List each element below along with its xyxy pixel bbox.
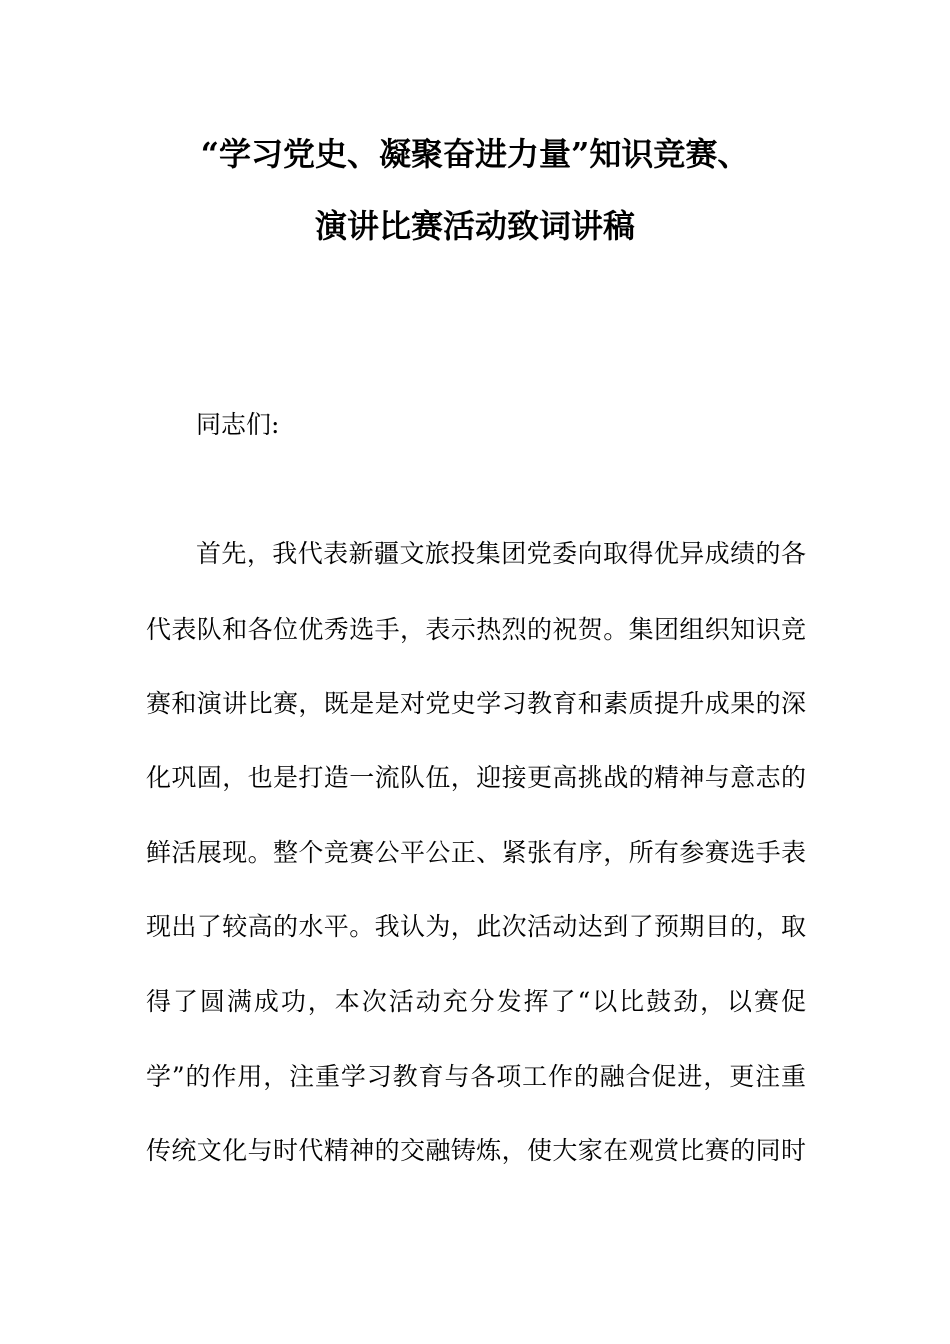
document-title-line-1: “学习党史、凝聚奋进力量”知识竞赛、 [200,135,750,173]
paragraph-line: 现出了较高的水平。我认为，此次活动达到了预期目的，取 [146,912,806,941]
paragraph-line: 代表队和各位优秀选手，表示热烈的祝贺。集团组织知识竞 [146,615,806,644]
paragraph-line: 化巩固，也是打造一流队伍，迎接更高挑战的精神与意志的 [146,763,806,792]
paragraph-line: 得了圆满成功，本次活动充分发挥了“以比鼓劲，以赛促 [146,987,806,1016]
salutation: 同志们: [196,410,280,439]
paragraph-line: 传统文化与时代精神的交融铸炼，使大家在观赏比赛的同时 [146,1136,806,1165]
paragraph-line: 首先，我代表新疆文旅投集团党委向取得优异成绩的各 [196,539,806,568]
document-title-line-2: 演讲比赛活动致词讲稿 [314,207,635,245]
paragraph-line: 赛和演讲比赛，既是是对党史学习教育和素质提升成果的深 [146,689,806,718]
paragraph-line: 鲜活展现。整个竞赛公平公正、紧张有序，所有参赛选手表 [146,838,806,867]
paragraph-line: 学”的作用，注重学习教育与各项工作的融合促进，更注重 [146,1062,806,1091]
